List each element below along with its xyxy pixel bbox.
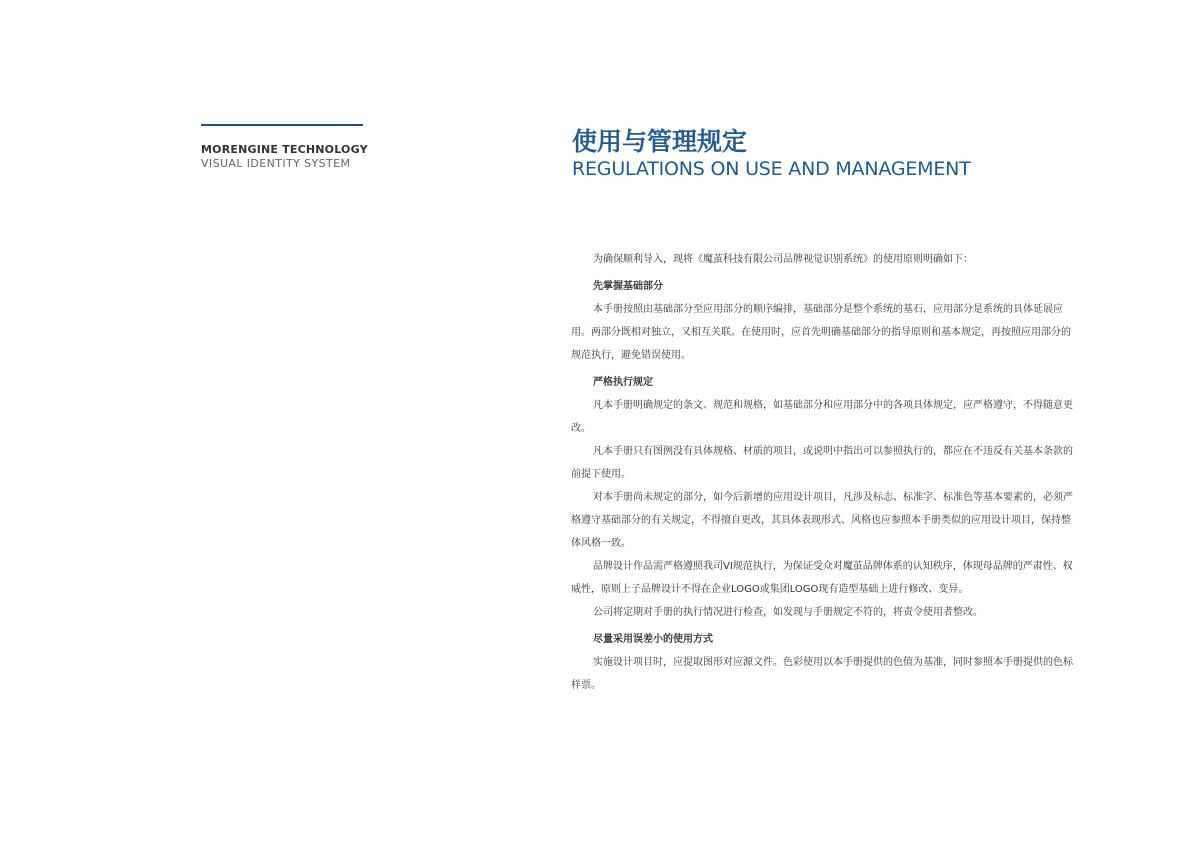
section-heading: 严格执行规定 bbox=[593, 377, 653, 388]
section-paragraph: 实施设计项目时，应提取图形对应源文件。色彩使用以本手册提供的色值为基准，同时参照本手册提供的色标样票。 bbox=[571, 657, 1073, 691]
page-title-english: REGULATIONS ON USE AND MANAGEMENT bbox=[572, 158, 971, 180]
page-title-chinese: 使用与管理规定 bbox=[572, 127, 748, 156]
brand-subtitle: VISUAL IDENTITY SYSTEM bbox=[201, 157, 351, 170]
section-paragraph: 凡本手册明确规定的条文、规范和规格，如基础部分和应用部分中的各项具体规定，应严格遵守，不得随意更改。 bbox=[571, 400, 1073, 434]
section-paragraph: 对本手册尚未规定的部分，如今后新增的应用设计项目，凡涉及标志、标准字、标准色等基本要素的，必须严格遵守基础部分的有关规定，不得擅自更改，其具体表现形式、风格也应参照本手册类似的应用设计项目，保持整体风格一致。 bbox=[571, 492, 1073, 549]
section-heading: 先掌握基础部分 bbox=[593, 281, 663, 292]
header-rule bbox=[201, 124, 363, 126]
section-paragraph: 凡本手册只有图例没有具体规格、材质的项目，或说明中指出可以参照执行的，都应在不违反有关基本条款的前提下使用。 bbox=[571, 446, 1073, 480]
section-heading: 尽量采用误差小的使用方式 bbox=[593, 634, 713, 645]
section-paragraph: 公司将定期对手册的执行情况进行检查，如发现与手册规定不符的，将责令使用者整改。 bbox=[593, 607, 983, 618]
brand-name: MORENGINE TECHNOLOGY bbox=[201, 143, 368, 156]
section-paragraph: 品牌设计作品需严格遵照我司VI规范执行，为保证受众对魔茧品牌体系的认知秩序，体现母品牌的严肃性、权威性，原则上子品牌设计不得在企业LOGO或集团LOGO现有造型基础上进行修改、变异。 bbox=[571, 561, 1073, 595]
intro-paragraph: 为确保顺利导入，现将《魔茧科技有限公司品牌视觉识别系统》的使用原则明确如下： bbox=[593, 254, 973, 265]
regulations-body bbox=[571, 248, 1079, 697]
section-paragraph: 本手册按照由基础部分至应用部分的顺序编排，基础部分是整个系统的基石，应用部分是系统的具体延展应用。两部分既相对独立，又相互关联。在使用时，应首先明确基础部分的指导原则和基本规定，再按照应用部分的规范执行，避免错误使用。 bbox=[571, 304, 1071, 361]
